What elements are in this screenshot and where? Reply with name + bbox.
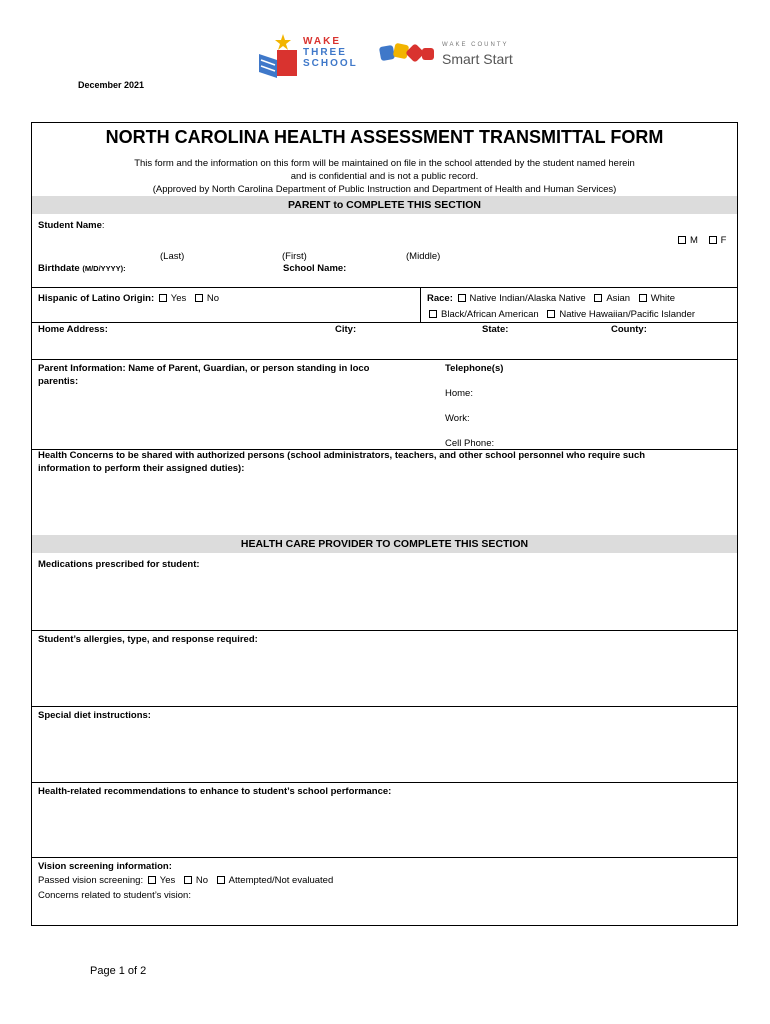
hispanic-row [38,293,219,304]
parent-info-label: Parent Information: Name of Parent, Guardian, or person standing in loco [38,363,370,374]
hispanic-yes-label: Yes [170,293,187,304]
gender-m-checkbox[interactable] [678,236,686,244]
gender-options [676,235,726,246]
telephone-label: Telephone(s) [445,363,504,374]
parent-section-header: PARENT to COMPLETE THIS SECTION [32,196,737,214]
form-title: NORTH CAROLINA HEALTH ASSESSMENT TRANSMITTAL FORM [105,127,664,147]
race-label: Race: [427,293,453,304]
form-date: December 2021 [78,80,145,90]
divider [32,630,737,631]
vision-no-checkbox[interactable] [184,876,192,884]
health-concerns-label-2: information to perform their assigned duties): [38,463,245,474]
race-hawaiian-checkbox[interactable] [547,310,555,318]
diet-label: Special diet instructions: [38,710,151,721]
first-label: (First) [282,251,307,262]
vision-title: Vision screening information: [38,861,172,872]
health-concerns-label: Health Concerns to be shared with authorized persons (school administrators, teachers, and other school personnel who require such [38,450,646,461]
county-label: County: [611,324,647,335]
vision-yes-checkbox[interactable] [148,876,156,884]
race-white-label: White [650,293,676,304]
recommendations-label: Health-related recommendations to enhance to student’s school performance: [38,786,392,797]
race-row-2 [427,309,695,320]
state-label: State: [482,324,509,335]
race-asian-label: Asian [606,293,631,304]
smart-start-name: Smart Start [442,51,513,67]
gender-m-label: M [690,235,698,246]
hispanic-label: Hispanic of Latino Origin: [38,293,155,304]
middle-label: (Middle) [406,251,441,262]
medications-label: Medications prescribed for student: [38,559,200,570]
three-text: THREE [303,47,347,58]
cell-phone-label: Cell Phone: [445,438,495,449]
hispanic-yes-checkbox[interactable] [159,294,167,302]
intro-line-2: and is confidential and is not a public record. [290,171,479,182]
gender-f-checkbox[interactable] [709,236,717,244]
allergies-label: Student’s allergies, type, and response required: [38,634,258,645]
passed-vision-label: Passed vision screening: [38,875,144,886]
smart-start-county: WAKE COUNTY [442,42,509,48]
divider [32,857,737,858]
home-address-label: Home Address: [38,324,108,335]
wake-three-school-mark [255,30,301,82]
wake-three-school-logo [255,30,358,82]
smart-start-mark [378,38,438,68]
race-hawaiian-label: Native Hawaiian/Pacific Islander [559,309,696,320]
hispanic-no-label: No [206,293,220,304]
vision-attempted-checkbox[interactable] [217,876,225,884]
race-black-label: Black/African American [441,309,539,320]
student-name-label: Student Name: [38,220,105,231]
parentis-label: parentis: [38,376,79,387]
hispanic-no-checkbox[interactable] [195,294,203,302]
home-phone-label: Home: [445,388,473,399]
divider [32,322,737,323]
header-logos [0,28,770,88]
race-black-checkbox[interactable] [429,310,437,318]
divider [32,782,737,783]
provider-section-header: HEALTH CARE PROVIDER TO COMPLETE THIS SECTION [32,535,737,553]
vision-no-label: No [195,875,209,886]
work-phone-label: Work: [445,413,470,424]
vision-attempted-label: Attempted/Not evaluated [228,875,334,886]
wake-text: WAKE [303,36,341,47]
race-row-1 [427,293,675,304]
health-assessment-form [31,122,738,926]
vision-concerns-label: Concerns related to student’s vision: [38,890,191,901]
school-text: SCHOOL [303,58,358,69]
race-native-label: Native Indian/Alaska Native [469,293,586,304]
gender-f-label: F [720,235,727,246]
last-label: (Last) [160,251,185,262]
vision-yes-label: Yes [159,875,176,886]
page-number: Page 1 of 2 [90,965,147,977]
smart-start-logo [378,38,528,78]
race-native-checkbox[interactable] [458,294,466,302]
race-asian-checkbox[interactable] [594,294,602,302]
birthdate-label: Birthdate (M/D/YYYY): [38,263,126,274]
intro-line-1: This form and the information on this form will be maintained on file in the school attended by the student named herein [134,158,635,169]
race-white-checkbox[interactable] [639,294,647,302]
divider [32,706,737,707]
city-label: City: [335,324,357,335]
divider [32,359,737,360]
vision-passed-row [38,875,333,886]
intro-line-3: (Approved by North Carolina Department of Public Instruction and Department of Health and Human Services) [152,184,617,195]
school-name-label: School Name: [283,263,347,274]
divider [32,287,737,288]
divider-vertical [420,287,421,322]
